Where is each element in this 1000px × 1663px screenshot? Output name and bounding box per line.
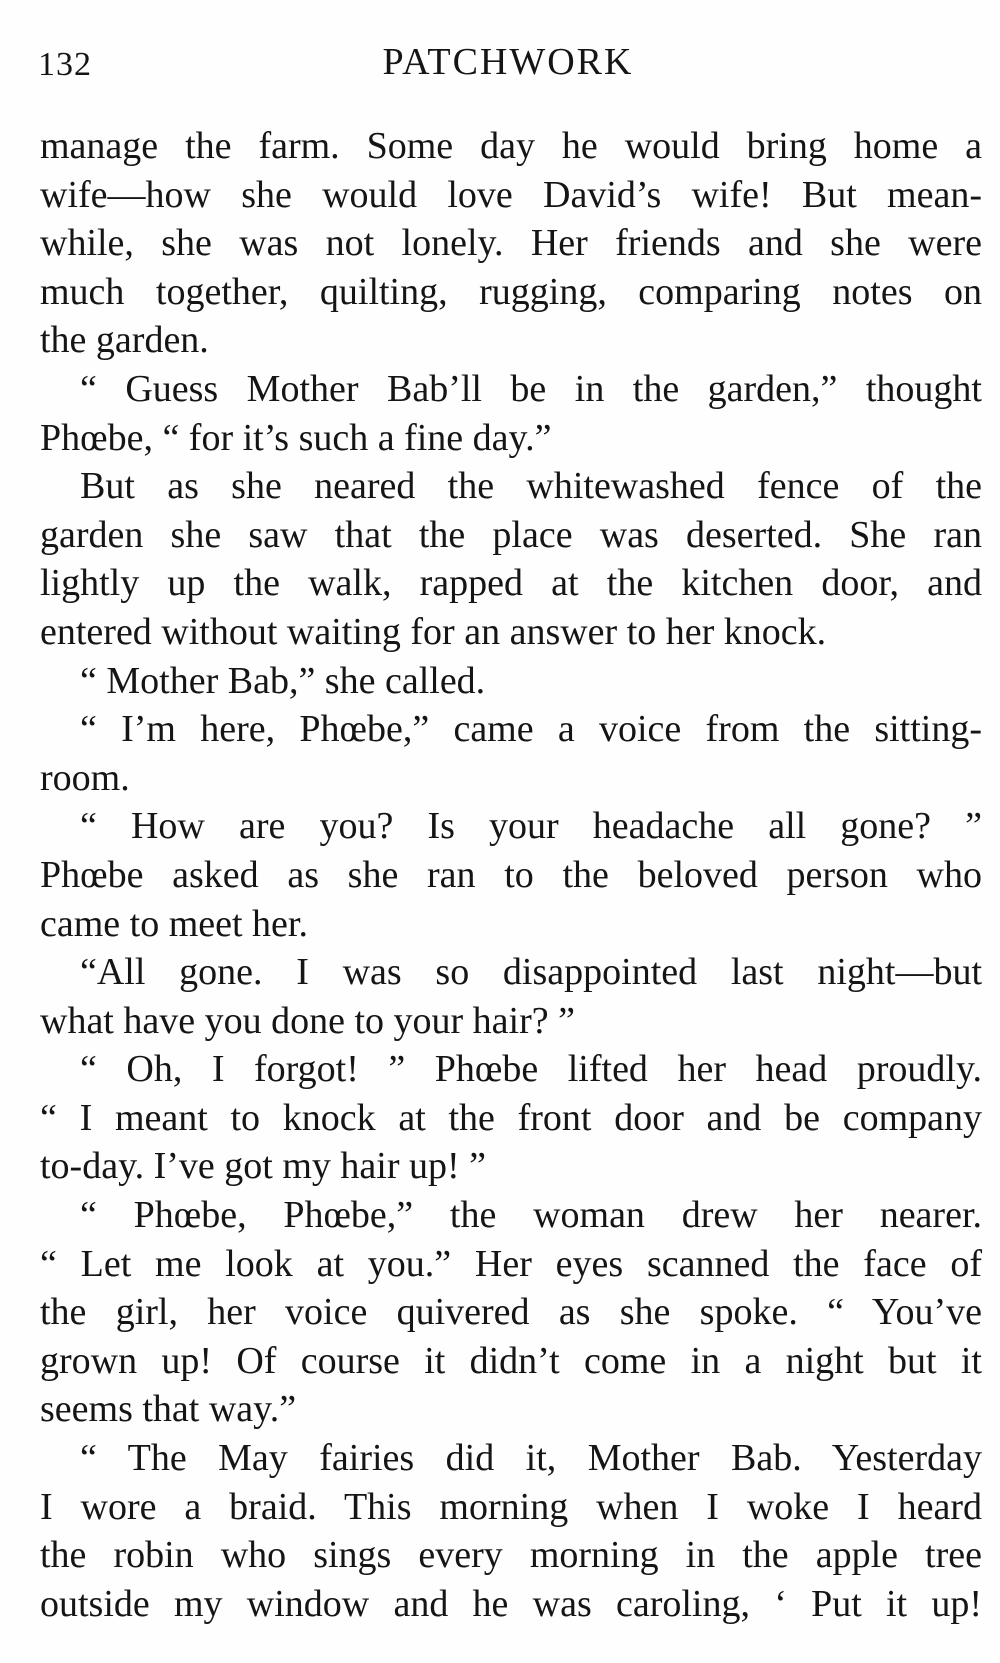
- text-line: “ Oh, I forgot! ” Phœbe lifted her head proudly.: [80, 1048, 982, 1091]
- text-line: to-day. I’ve got my hair up! ”: [40, 1145, 486, 1188]
- text-line: the garden.: [40, 319, 209, 362]
- text-line: lightly up the walk, rapped at the kitchen door, and: [40, 562, 982, 605]
- text-line: came to meet her.: [40, 902, 308, 945]
- text-line: “ Phœbe, Phœbe,” the woman drew her nearer.: [80, 1194, 982, 1237]
- text-line: entered without waiting for an answer to her knock.: [40, 610, 827, 653]
- text-line: Phœbe, “ for it’s such a fine day.”: [40, 416, 552, 459]
- page-number: 132: [38, 46, 92, 83]
- text-line: But as she neared the whitewashed fence of the: [80, 465, 982, 508]
- text-line: “ Mother Bab,” she called.: [80, 659, 486, 702]
- text-line: “ The May fairies did it, Mother Bab. Yesterday: [80, 1437, 982, 1480]
- text-line: outside my window and he was caroling, ‘ Put it up!: [40, 1582, 982, 1625]
- text-line: “ Guess Mother Bab’ll be in the garden,” thought: [80, 367, 982, 410]
- page-header: [38, 40, 978, 90]
- text-line: “ I meant to knock at the front door and be company: [40, 1096, 982, 1139]
- text-line: while, she was not lonely. Her friends and she were: [40, 222, 982, 265]
- text-line: garden she saw that the place was deserted. She ran: [40, 513, 982, 556]
- text-line: I wore a braid. This morning when I woke I heard: [40, 1485, 982, 1528]
- text-line: manage the farm. Some day he would bring home a: [40, 125, 982, 167]
- text-line: wife—how she would love David’s wife! But mean-: [40, 173, 982, 216]
- text-line: the girl, her voice quivered as she spoke. “ You’ve: [40, 1291, 982, 1334]
- text-line: grown up! Of course it didn’t come in a night but it: [40, 1339, 982, 1382]
- body-text: [40, 122, 982, 1628]
- text-line: “All gone. I was so disappointed last night—but: [80, 951, 982, 994]
- text-line: room.: [40, 756, 130, 799]
- text-line: “ I’m here, Phœbe,” came a voice from the sitting-: [80, 708, 982, 751]
- text-line: “ How are you? Is your headache all gone? ”: [80, 805, 982, 848]
- text-line: seems that way.”: [40, 1388, 297, 1431]
- running-title: PATCHWORK: [382, 41, 634, 83]
- text-line: what have you done to your hair? ”: [40, 999, 575, 1042]
- text-line: the robin who sings every morning in the apple tree: [40, 1534, 982, 1577]
- text-line: “ Let me look at you.” Her eyes scanned the face of: [40, 1242, 982, 1285]
- text-line: much together, quilting, rugging, comparing notes on: [40, 270, 982, 313]
- text-line: Phœbe asked as she ran to the beloved person who: [40, 853, 982, 896]
